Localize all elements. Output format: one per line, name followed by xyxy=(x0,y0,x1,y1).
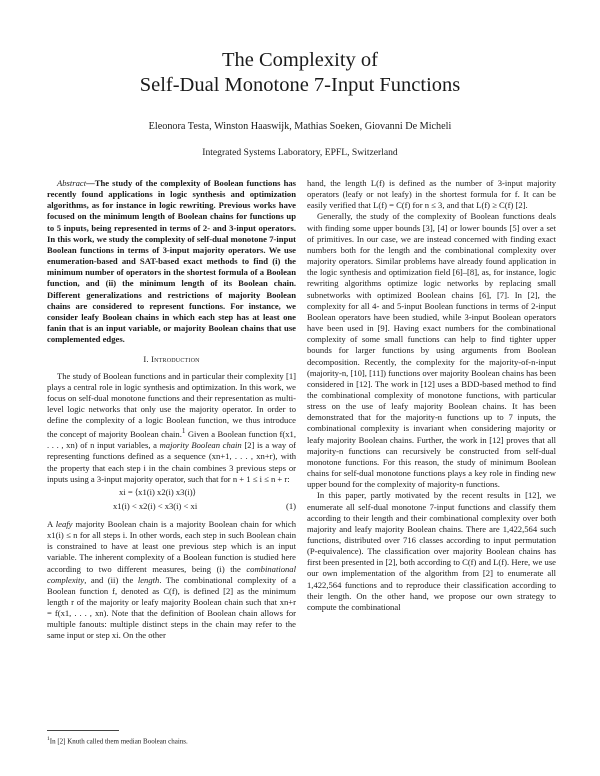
equation-1 xyxy=(47,487,296,515)
term-majority-boolean-chain: majority Boolean chain xyxy=(159,440,242,451)
paper-title xyxy=(0,48,600,98)
intro-p1-text-c: [2] is a way of representing functions defined as a sequence (xn+1, . . . , xn+r), with the property that each step i in the chain combines 3 previous steps or inputs using a 3-input majority operator, such that for n + 1 ≤ i ≤ n + r: xyxy=(47,440,296,484)
title-line-2: Self-Dual Monotone 7-Input Functions xyxy=(139,74,461,96)
footnote-marker: 1 xyxy=(181,427,186,436)
equation-line-2: x1(i) < x2(i) < x3(i) < xi xyxy=(113,500,198,511)
right-column xyxy=(307,178,556,613)
right-paragraph-2: In this paper, partly motivated by the recent results in [12], we enumerate all self-dual monotone 7-input functions and classify them according to their length and their combinational complexity over both majority and leafy majority Boolean chains. There are 1,422,564 such functions, distributed over 716 classes according to input permutation (P-equivalence). The classification over majority Boolean chains has first been presented in [2], both according to C(f) and L(f). Here, we use our own implementation of the algorithm from [2] to enumerate all 1,422,564 functions and to reproduce their classification according to their length. On the other hand, we propose our own strategy to compute the combinational xyxy=(307,490,556,612)
intro-paragraph-1 xyxy=(47,371,296,485)
intro-p2-text-c: . The combinational complexity of a Boolean function f, denoted as C(f), is defined [2] as the minimum length r of the majority or leafy majority Boolean chain such that xn+r = f(x1, . . . , xn). Note that the definition of Boolean chain allows for multiple fanouts: multiple distinct steps in the chain may refer to the same input or step xi. On the other xyxy=(47,574,296,641)
right-paragraph-0: hand, the length L(f) is defined as the number of 3-input majority operators (leafy or not leafy) in the shortest formula for f. It can be easily verified that L(f) = C(f) for n ≤ 3, and that L(f) ≥ C(f) [2]. xyxy=(307,178,556,211)
footnote xyxy=(47,735,297,746)
intro-p1-text: The study of Boolean functions and in particular their complexity [1] plays a central role in logic synthesis and optimization. In this work, we focus on self-dual monotone functions and their representation as multi-level logic networks that only use the majority operator. In order to define the complexity of a logic Boolean function, we thus introduce the concept of majority Boolean chain. xyxy=(47,370,296,440)
abstract-text: —The study of the complexity of Boolean functions has recently found applications in logic synthesis and optimization algorithms, as for instance in logic rewriting. Previous works have focused on the minimum length of Boolean chains for functions up to 5 inputs, being represented in terms of 2- and 3-input operators. In this work, we study the complexity of self-dual monotone 7-input Boolean functions in terms of 3-input majority operators. We use enumeration-based and SAT-based exact methods to find (i) the minimum number of operators in the shortest formula of a Boolean function, and (ii) the minimum length of its Boolean chain. Different generalizations and restrictions of majority Boolean chains are considered to represent functions. For instance, we consider leafy Boolean chains in which each step has at least one fanin that is an input variable, or majority Boolean chains that use complemented edges. xyxy=(47,178,296,345)
footnote-text: In [2] Knuth called them median Boolean chains. xyxy=(49,737,188,746)
title-line-1: The Complexity of xyxy=(221,49,378,71)
abstract xyxy=(47,178,296,345)
equation-line-1: xi = ⟨x1(i) x2(i) x3(i)⟩ xyxy=(119,486,196,497)
term-length: length xyxy=(137,574,160,585)
footnote-rule xyxy=(47,730,119,731)
intro-p2-text-b: , and (ii) the xyxy=(84,574,138,585)
left-column xyxy=(47,178,296,642)
equation-number: (1) xyxy=(285,500,296,511)
intro-p2-lead: A xyxy=(47,518,56,529)
term-combinational-complexity: combinational complexity xyxy=(47,563,296,585)
author-list: Eleonora Testa, Winston Haaswijk, Mathias Soeken, Giovanni De Micheli xyxy=(148,121,452,132)
right-paragraph-1: Generally, the study of the complexity of Boolean functions deals with finding some upper bounds [3], [4] or lower bounds [5] over a set of primitives. In our case, we are instead concerned with finding exact numbers both for the length and the combinational complexity over majority operators. Similar problems have already found application in the logic synthesis and optimization field [6]–[8], as, for instance, logic rewriting algorithms optimize logic networks by replacing small subnetworks with optimized Boolean chains [6], [7]. In [2], the complexity for all 4- and 5-input Boolean functions in terms of 2-input Boolean operators have been studied, while 3-input Boolean operators have been used in [9]. Having exact numbers for the combinational complexity of some small functions can help to find tighter upper bounds for larger functions by using arguments from Boolean decomposition. Recently, the complexity for the majority-of-n-input (majority-n, [10], [11]) functions over majority Boolean chains has been considered in [12]. The work in [12] uses a BDD-based method to find the combinational complexity of monotone functions, with particular stress on the use of leafy majority Boolean chains. It has been demonstrated that for the majority-n functions up to 7 inputs, the combinational complexity is invariant when considering majority or leafy majority Boolean chains. Further, the work in [12] proves that all majority-n functions can recursively be constructed from self-dual monotone functions. For this reason, the study of minimum Boolean chains for self-dual monotone functions plays a key role in finding new upper bound for the complexity of majority-n functions. xyxy=(307,211,556,490)
term-leafy: leafy xyxy=(55,518,73,529)
intro-paragraph-2 xyxy=(47,519,296,642)
footnote-mark: 1 xyxy=(47,736,50,742)
abstract-label: Abstract xyxy=(57,178,87,188)
intro-p2-text: majority Boolean chain is a majority Boolean chain for which x1(i) ≤ n for all steps i. In other words, each step in such Boolean chain is constrained to have at least one previous step which is an input variable. The inherent complexity of a Boolean function is studied here according to two different measures, being (i) the xyxy=(47,518,296,574)
affiliation: Integrated Systems Laboratory, EPFL, Switzerland xyxy=(202,147,398,158)
intro-p1-text-b: Given a Boolean function f(x1, . . . , xn) of n input variables, a xyxy=(47,429,296,451)
section-heading-introduction: I. Introduction xyxy=(143,354,200,365)
